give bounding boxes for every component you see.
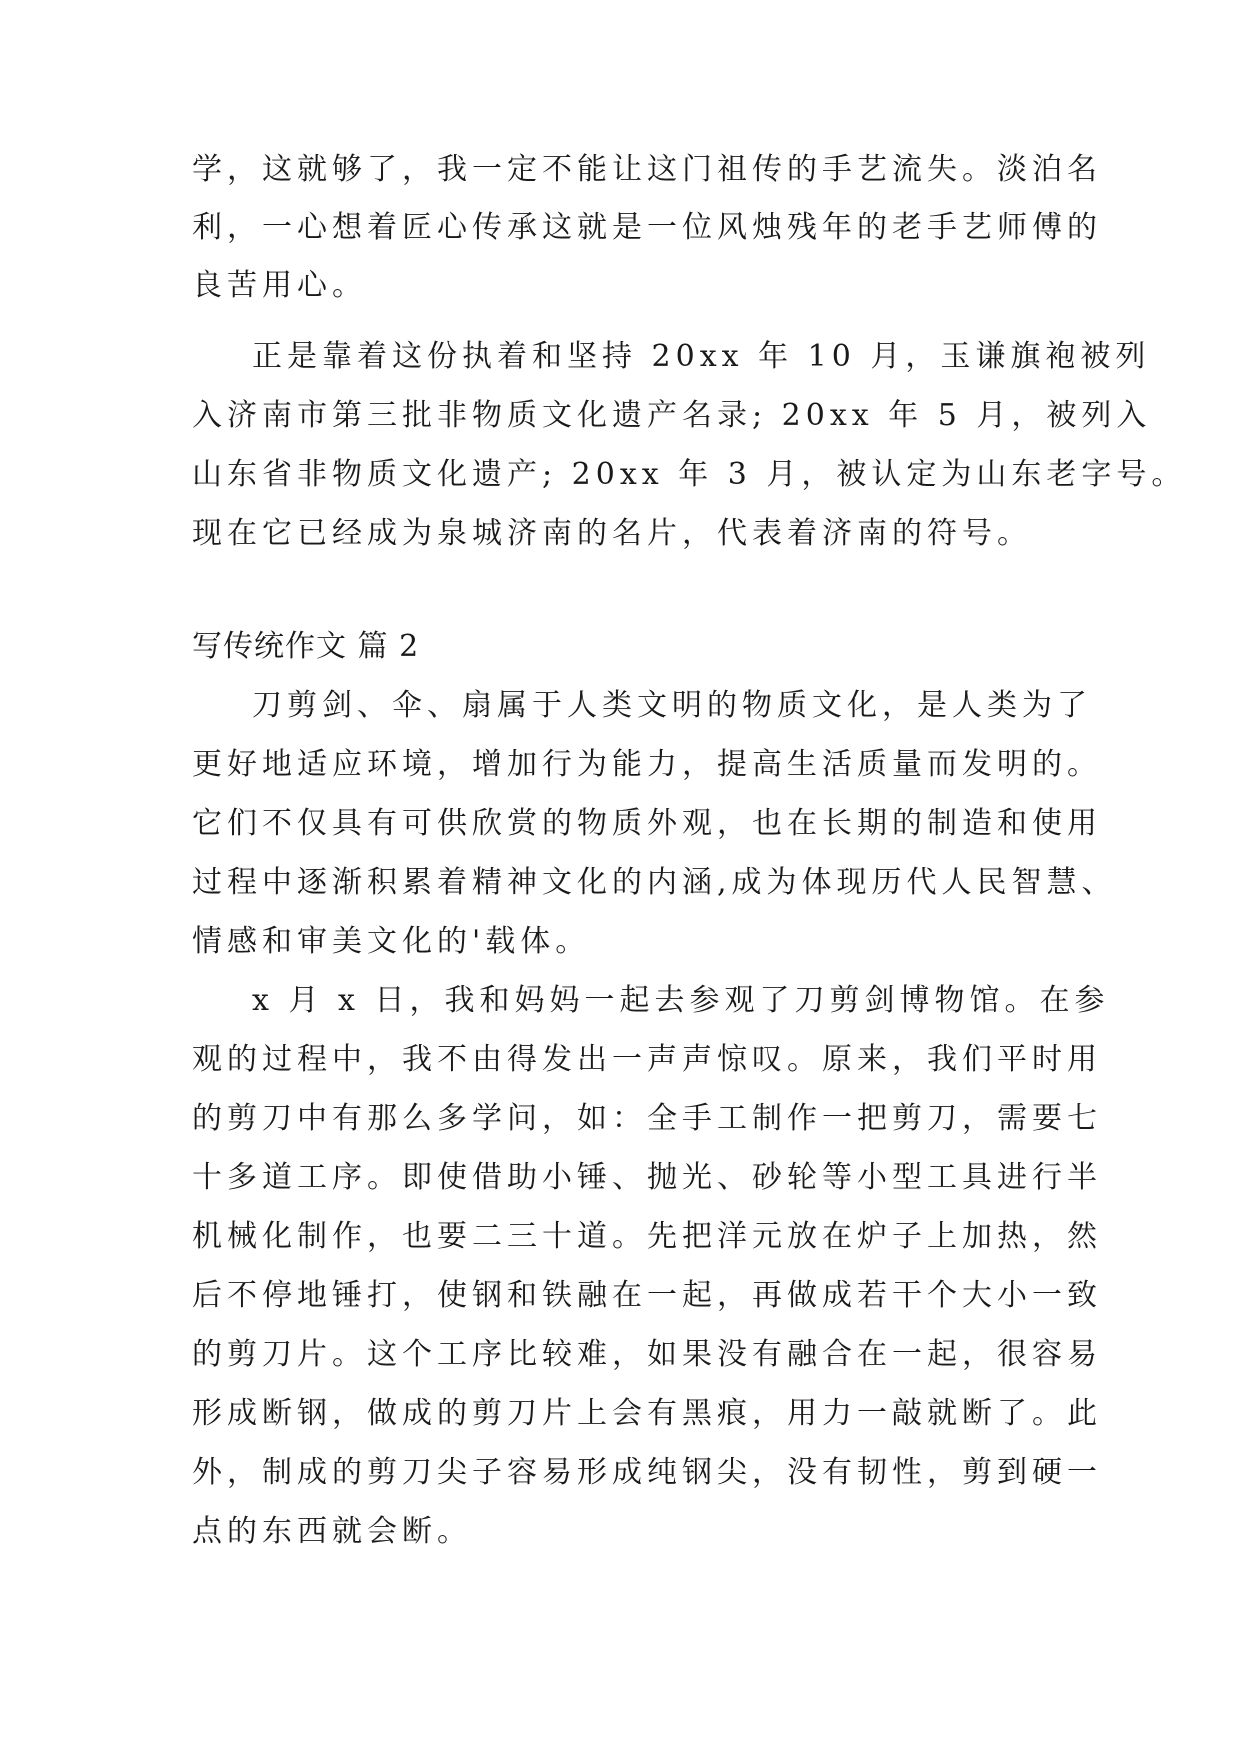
text-line: 正是靠着这份执着和坚持 20xx 年 10 月，玉谦旗袍被列	[252, 339, 1151, 374]
text-line: 观的过程中，我不由得发出一声声惊叹。原来，我们平时用	[192, 1042, 1102, 1077]
text-line: 过程中逐渐积累着精神文化的内涵,成为体现历代人民智慧、	[192, 865, 1117, 900]
text-line: 的剪刀片。这个工序比较难，如果没有融合在一起，很容易	[192, 1337, 1102, 1372]
text-line: 更好地适应环境，增加行为能力，提高生活质量而发明的。	[192, 747, 1102, 782]
text-line: x 月 x 日，我和妈妈一起去参观了刀剪剑博物馆。在参	[252, 983, 1110, 1018]
text-line: 后不停地锤打，使钢和铁融在一起，再做成若干个大小一致	[192, 1278, 1102, 1313]
text-line: 它们不仅具有可供欣赏的物质外观，也在长期的制造和使用	[192, 806, 1102, 841]
text-line: 现在它已经成为泉城济南的名片，代表着济南的符号。	[192, 516, 1032, 551]
section-heading: 写传统作文 篇 2	[192, 629, 420, 664]
text-line: 良苦用心。	[192, 268, 367, 303]
text-line: 形成断钢，做成的剪刀片上会有黑痕，用力一敲就断了。此	[192, 1396, 1102, 1431]
text-line: 外，制成的剪刀尖子容易形成纯钢尖，没有韧性，剪到硬一	[192, 1455, 1102, 1490]
text-line: 学，这就够了，我一定不能让这门祖传的手艺流失。淡泊名	[192, 152, 1102, 187]
text-line: 入济南市第三批非物质文化遗产名录; 20xx 年 5 月，被列入	[192, 398, 1152, 433]
text-line: 山东省非物质文化遗产; 20xx 年 3 月，被认定为山东老字号。	[192, 457, 1187, 492]
text-line: 机械化制作，也要二三十道。先把洋元放在炉子上加热，然	[192, 1219, 1102, 1254]
text-line: 利，一心想着匠心传承这就是一位风烛残年的老手艺师傅的	[192, 210, 1102, 245]
text-line: 十多道工序。即使借助小锤、抛光、砂轮等小型工具进行半	[192, 1160, 1102, 1195]
text-line: 刀剪剑、伞、扇属于人类文明的物质文化，是人类为了	[252, 688, 1092, 723]
text-line: 点的东西就会断。	[192, 1514, 472, 1549]
text-line: 情感和审美文化的'载体。	[192, 924, 591, 959]
text-line: 的剪刀中有那么多学问，如：全手工制作一把剪刀，需要七	[192, 1101, 1102, 1136]
